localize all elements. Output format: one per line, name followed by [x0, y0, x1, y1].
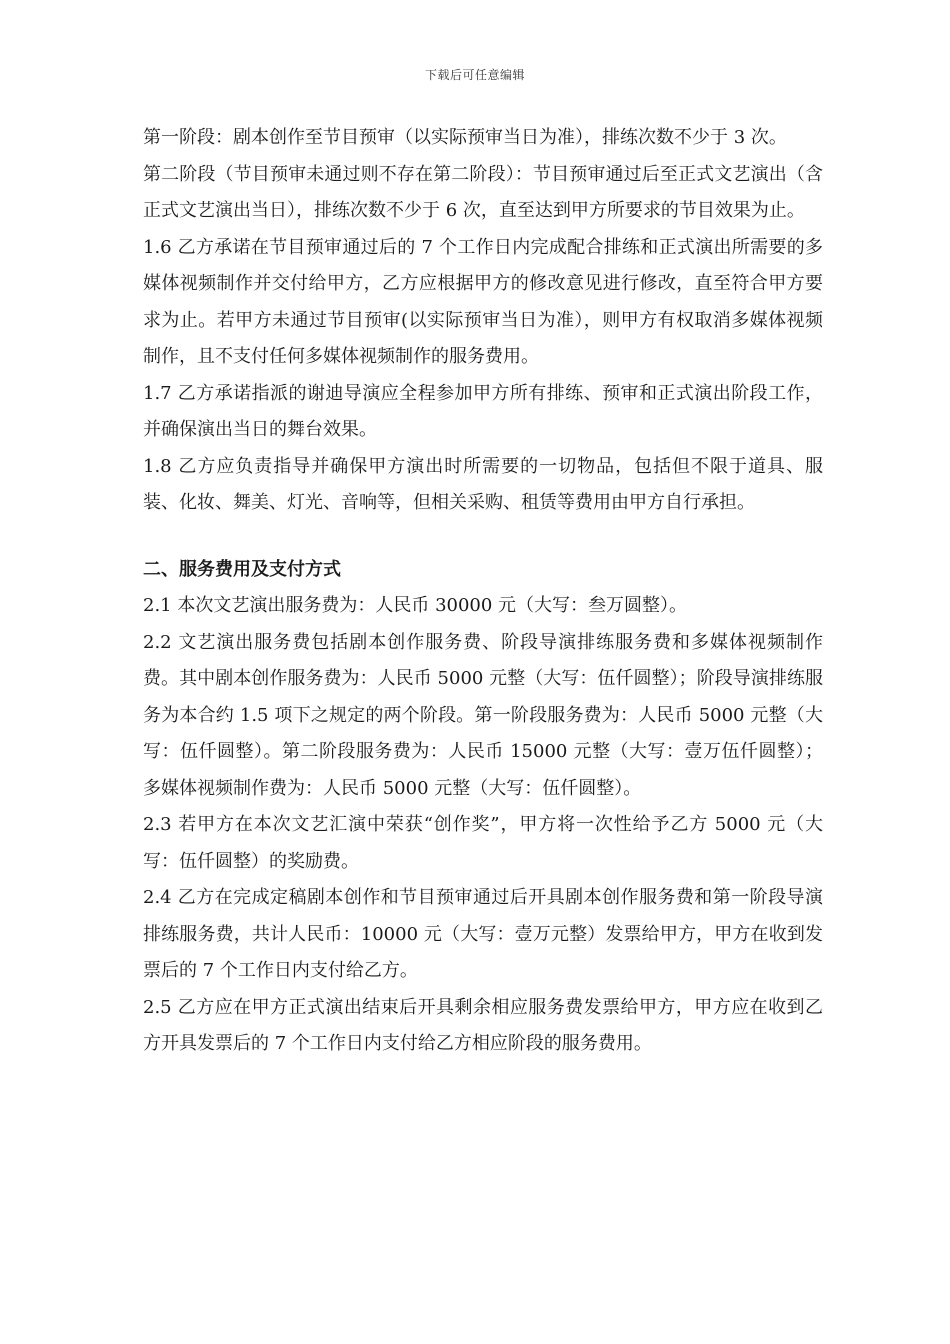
paragraph-clause-1-7: 1.7 乙方承诺指派的谢迪导演应全程参加甲方所有排练、预审和正式演出阶段工作，并确保演出当日的舞台效果。 — [143, 382, 823, 440]
paragraph-clause-2-4: 2.4 乙方在完成定稿剧本创作和节目预审通过后开具剧本创作服务费和第一阶段导演排练服务费，共计人民币：10000 元（大写：壹万元整）发票给甲方，甲方在收到发票后的 7 个工作日内支付给乙方。 — [143, 887, 823, 981]
paragraph-clause-1-8: 1.8 乙方应负责指导并确保甲方演出时所需要的一切物品，包括但不限于道具、服装、化妆、舞美、灯光、音响等，但相关采购、租赁等费用由甲方自行承担。 — [143, 455, 823, 513]
paragraph-clause-2-1: 2.1 本次文艺演出服务费为：人民币 30000 元（大写：叁万圆整）。 — [143, 595, 688, 616]
paragraph-stage-two: 第二阶段（节目预审未通过则不存在第二阶段）：节目预审通过后至正式文艺演出（含正式文艺演出当日），排练次数不少于 6 次，直至达到甲方所要求的节目效果为止。 — [143, 163, 823, 221]
document-body — [143, 120, 823, 1063]
section-heading-fees: 二、服务费用及支付方式 — [143, 558, 341, 580]
paragraph-clause-1-6: 1.6 乙方承诺在节目预审通过后的 7 个工作日内完成配合排练和正式演出所需要的多媒体视频制作并交付给甲方，乙方应根据甲方的修改意见进行修改，直至符合甲方要求为止。若甲方未通过节目预审(以实际预审当日为准），则甲方有权取消多媒体视频制作，且不支付任何多媒体视频制作的服务费用。 — [143, 236, 823, 367]
paragraph-clause-2-2: 2.2 文艺演出服务费包括剧本创作服务费、阶段导演排练服务费和多媒体视频制作费。其中剧本创作服务费为：人民币 5000 元整（大写：伍仟圆整）；阶段导演排练服务为本合约 1.5 项下之规定的两个阶段。第一阶段服务费为：人民币 5000 元整（大写：伍仟圆整）。第二阶段服务费为：人民币 15000 元整（大写：壹万伍仟圆整）；多媒体视频制作费为：人民币 5000 元整（大写：伍仟圆整）。 — [143, 631, 823, 799]
paragraph-stage-one: 第一阶段：剧本创作至节目预审（以实际预审当日为准），排练次数不少于 3 次。 — [143, 127, 787, 148]
page-header-note: 下载后可任意编辑 — [424, 68, 525, 82]
paragraph-clause-2-3: 2.3 若甲方在本次文艺汇演中荣获“创作奖”，甲方将一次性给予乙方 5000 元（大写：伍仟圆整）的奖励费。 — [143, 814, 823, 872]
paragraph-clause-2-5: 2.5 乙方应在甲方正式演出结束后开具剩余相应服务费发票给甲方，甲方应在收到乙方开具发票后的 7 个工作日内支付给乙方相应阶段的服务费用。 — [143, 996, 823, 1054]
